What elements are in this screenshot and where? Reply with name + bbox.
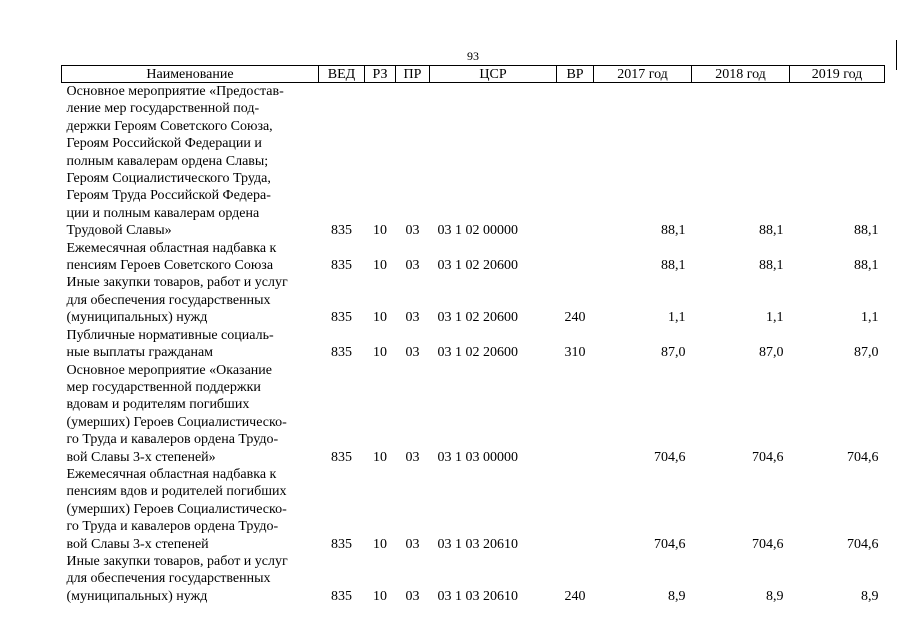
cell-pr: 03 — [405, 345, 420, 361]
cell-csr: 03 1 03 20610 — [437, 588, 518, 604]
table-row — [62, 362, 885, 466]
cell-pr: 03 — [405, 449, 420, 465]
cell-rz: 10 — [373, 223, 387, 239]
cell-vr — [557, 466, 594, 553]
cell-2018: 704,6 — [752, 536, 784, 552]
cell-2018: 8,9 — [766, 588, 784, 604]
table-row — [62, 327, 885, 362]
header-vr: ВР — [557, 66, 594, 83]
cell-2017: 88,1 — [661, 223, 686, 239]
table-header — [62, 66, 885, 83]
cell-2017: 88,1 — [661, 258, 686, 274]
cell-ved: 835 — [331, 449, 352, 465]
cell-rz: 10 — [373, 258, 387, 274]
cell-2018: 88,1 — [759, 258, 784, 274]
cell-ved: 835 — [331, 310, 352, 326]
table-row — [62, 240, 885, 275]
cell-2017: 704,6 — [654, 449, 686, 465]
header-rz: РЗ — [365, 66, 396, 83]
header-pr: ПР — [396, 66, 430, 83]
cell-2017: 704,6 — [654, 536, 686, 552]
header-name: Наименование — [62, 66, 319, 83]
cell-name: Ежемесячная областная надбавка к пенсиям Героев Советского Союза — [66, 240, 277, 274]
cell-name: Ежемесячная областная надбавка к пенсиям вдов и родителей погибших (умерших) Героев Социалистическо- го Труда и кавалеров ордена Трудо- вой Славы 3-х степеней — [66, 466, 287, 552]
cell-rz: 10 — [373, 310, 387, 326]
cell-vr: 310 — [564, 345, 586, 361]
cell-2019: 88,1 — [854, 223, 879, 239]
cell-rz: 10 — [373, 449, 387, 465]
cell-vr — [557, 362, 594, 466]
header-2019: 2019 год — [790, 66, 885, 83]
cell-ved: 835 — [331, 258, 352, 274]
cell-2017: 87,0 — [661, 345, 686, 361]
page-number: 93 — [467, 49, 479, 63]
cell-2019: 704,6 — [847, 449, 879, 465]
cell-pr: 03 — [405, 536, 420, 552]
cell-vr: 240 — [564, 310, 586, 326]
cell-pr: 03 — [405, 310, 420, 326]
cell-ved: 835 — [331, 223, 352, 239]
cell-2019: 8,9 — [861, 588, 879, 604]
cell-ved: 835 — [331, 536, 352, 552]
table-body — [62, 83, 885, 606]
cell-name: Иные закупки товаров, работ и услуг для обеспечения государственных (муниципальных) нужд — [66, 553, 288, 604]
cell-2017: 8,9 — [668, 588, 686, 604]
header-2017: 2017 год — [594, 66, 692, 83]
margin-rule — [896, 40, 897, 70]
cell-2019: 87,0 — [854, 345, 879, 361]
table-row — [62, 274, 885, 326]
cell-csr: 03 1 02 20600 — [437, 310, 518, 326]
cell-pr: 03 — [405, 588, 420, 604]
cell-csr: 03 1 02 20600 — [437, 258, 518, 274]
cell-name: Публичные нормативные социаль- ные выплаты гражданам — [66, 327, 274, 361]
cell-2019: 1,1 — [861, 310, 879, 326]
cell-vr — [557, 83, 594, 240]
cell-vr: 240 — [564, 588, 586, 604]
cell-pr: 03 — [405, 258, 420, 274]
budget-table — [61, 65, 885, 605]
cell-vr — [557, 240, 594, 275]
cell-2018: 704,6 — [752, 449, 784, 465]
cell-csr: 03 1 02 00000 — [437, 223, 518, 239]
cell-pr: 03 — [405, 223, 420, 239]
table-row — [62, 553, 885, 605]
cell-2018: 1,1 — [766, 310, 784, 326]
cell-name: Основное мероприятие «Оказание мер государственной поддержки вдовам и родителям погибших (умерших) Героев Социалистическо- го Труда и кавалеров ордена Трудо- вой Славы 3-х степеней» — [66, 362, 287, 465]
table-row — [62, 83, 885, 240]
cell-rz: 10 — [373, 536, 387, 552]
header-ved: ВЕД — [319, 66, 365, 83]
cell-csr: 03 1 03 20610 — [437, 536, 518, 552]
cell-name: Основное мероприятие «Предостав- ление мер государственной под- держки Героям Советского Союза, Героям Российской Федерации и полным кавалерам ордена Славы; Героям Социалистического Труда, Героям Труда Российской Федера- ции и полным кавалерам ордена Трудовой Славы» — [66, 84, 284, 239]
cell-rz: 10 — [373, 588, 387, 604]
cell-2019: 88,1 — [854, 258, 879, 274]
cell-2018: 87,0 — [759, 345, 784, 361]
cell-ved: 835 — [331, 345, 352, 361]
cell-2019: 704,6 — [847, 536, 879, 552]
cell-rz: 10 — [373, 345, 387, 361]
header-row — [62, 66, 885, 83]
header-2018: 2018 год — [692, 66, 790, 83]
header-csr: ЦСР — [430, 66, 557, 83]
table-row — [62, 466, 885, 553]
cell-csr: 03 1 02 20600 — [437, 345, 518, 361]
cell-ved: 835 — [331, 588, 352, 604]
cell-name: Иные закупки товаров, работ и услуг для обеспечения государственных (муниципальных) нужд — [66, 275, 288, 326]
cell-csr: 03 1 03 00000 — [437, 449, 518, 465]
cell-2018: 88,1 — [759, 223, 784, 239]
cell-2017: 1,1 — [668, 310, 686, 326]
